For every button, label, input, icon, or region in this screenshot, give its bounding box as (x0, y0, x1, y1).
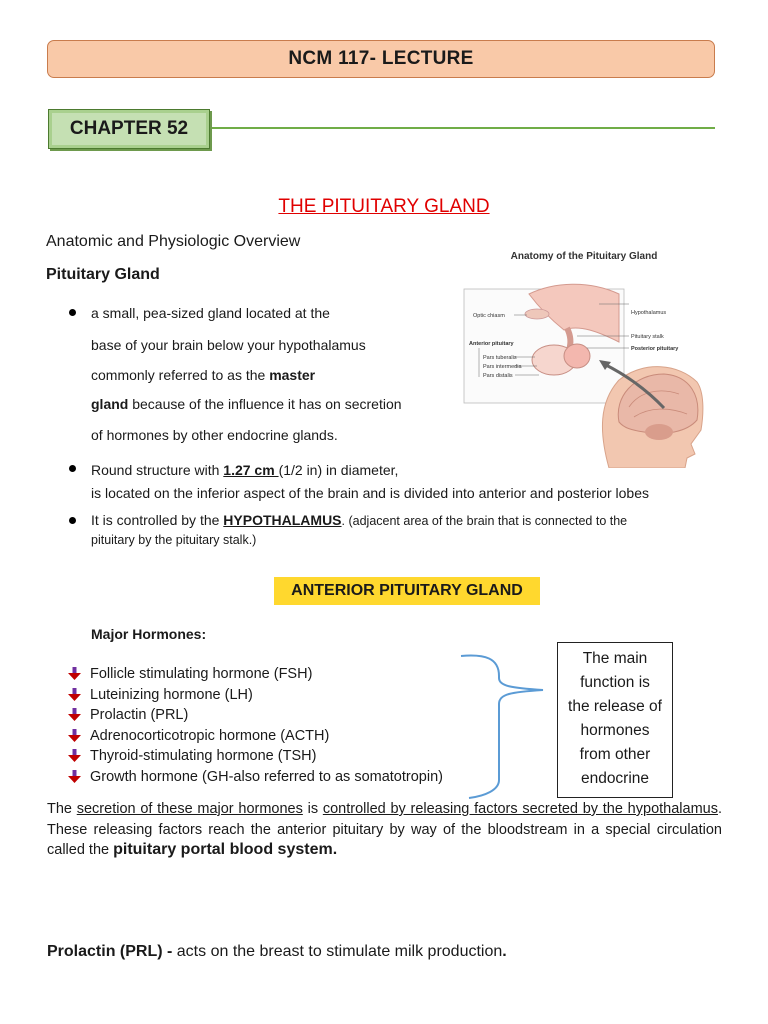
label-pituitary-stalk: Pituitary stalk (631, 334, 664, 340)
note-line: The main (582, 650, 648, 667)
label-anterior-pituitary: Anterior pituitary (469, 341, 514, 347)
down-arrow-bullet-icon (68, 688, 81, 702)
label-pars-tuberalis: Pars tuberalis (483, 355, 517, 361)
lecture-title: NCM 117- LECTURE (288, 48, 474, 69)
bullet3-line1: It is controlled by the HYPOTHALAMUS. (adjacent area of the brain that is connected to the (91, 512, 628, 528)
down-arrow-bullet-icon (68, 749, 81, 763)
list-item: Thyroid-stimulating hormone (TSH) (68, 746, 443, 767)
down-arrow-bullet-icon (68, 770, 81, 784)
label-pars-distalis: Pars distalis (483, 373, 513, 379)
subheading: Pituitary Gland (46, 266, 160, 283)
page-title: THE PITUITARY GLAND (278, 196, 490, 217)
bullet3-line2: pituitary by the pituitary stalk.) (91, 533, 257, 547)
pituitary-anatomy-figure (459, 232, 704, 468)
bullet1-line3: commonly referred to as the master (91, 367, 316, 383)
bullet1-line2: base of your brain below your hypothalamus (91, 337, 366, 353)
chapter-badge (48, 109, 210, 149)
bullet2-line2: is located on the inferior aspect of the brain and is divided into anterior and posterior lobes (91, 485, 650, 501)
figure-title: Anatomy of the Pituitary Gland (510, 251, 658, 262)
label-optic-chiasm: Optic chiasm (473, 313, 505, 319)
bullet-dot (69, 517, 76, 524)
lecture-header (47, 40, 715, 78)
bullet2-line1: Round structure with 1.27 cm (1/2 in) in diameter, (91, 462, 399, 478)
section-heading: Anatomic and Physiologic Overview (46, 233, 301, 250)
down-arrow-bullet-icon (68, 729, 81, 743)
list-item: Follicle stimulating hormone (FSH) (68, 664, 443, 685)
note-line: the release of (568, 698, 662, 715)
hormone-list (68, 664, 443, 787)
bullet1-line4: gland because of the influence it has on secretion (91, 396, 402, 412)
list-item: Luteinizing hormone (LH) (68, 685, 443, 706)
prolactin-line: Prolactin (PRL) - acts on the breast to stimulate milk production. (47, 943, 507, 960)
diameter-measure: 1.27 cm (223, 462, 279, 478)
curly-bracket-icon (455, 650, 555, 800)
down-arrow-bullet-icon (68, 667, 81, 681)
pituitary-anatomy-illustration (459, 232, 704, 468)
function-note-box (557, 642, 673, 798)
list-item: Growth hormone (GH-also referred to as somatotropin) (68, 767, 443, 788)
bullet1-line5: of hormones by other endocrine glands. (91, 427, 338, 443)
anterior-pituitary-heading: ANTERIOR PITUITARY GLAND (274, 577, 540, 605)
hypothalamus-term: HYPOTHALAMUS (223, 512, 342, 528)
label-hypothalamus: Hypothalamus (631, 310, 667, 316)
chapter-divider (212, 127, 715, 129)
label-pars-intermedia: Pars intermedia (483, 364, 522, 370)
note-line: endocrine (580, 770, 650, 787)
note-line: hormones (580, 722, 650, 739)
list-item: Adrenocorticotropic hormone (ACTH) (68, 726, 443, 747)
major-hormones-heading: Major Hormones: (91, 626, 207, 642)
master-term: master (269, 367, 316, 383)
portal-system-term: pituitary portal blood system. (113, 841, 338, 858)
label-posterior-pituitary: Posterior pituitary (631, 346, 679, 352)
bullet-dot (69, 309, 76, 316)
note-line: function is (580, 674, 650, 691)
list-item: Prolactin (PRL) (68, 705, 443, 726)
gland-term: gland (91, 396, 129, 412)
bullet1-line1: a small, pea-sized gland located at the (91, 305, 330, 321)
portal-system-paragraph: The secretion of these major hormones is controlled by releasing factors secreted by the hypothalamus. These releasing factors reach the anterior pituitary by way of the bloodstream in a special circulation called the pituitary portal blood system. (47, 801, 722, 858)
note-line: from other (579, 746, 651, 763)
chapter-label: CHAPTER 52 (69, 118, 189, 139)
bullet-dot (69, 465, 76, 472)
down-arrow-bullet-icon (68, 708, 81, 722)
